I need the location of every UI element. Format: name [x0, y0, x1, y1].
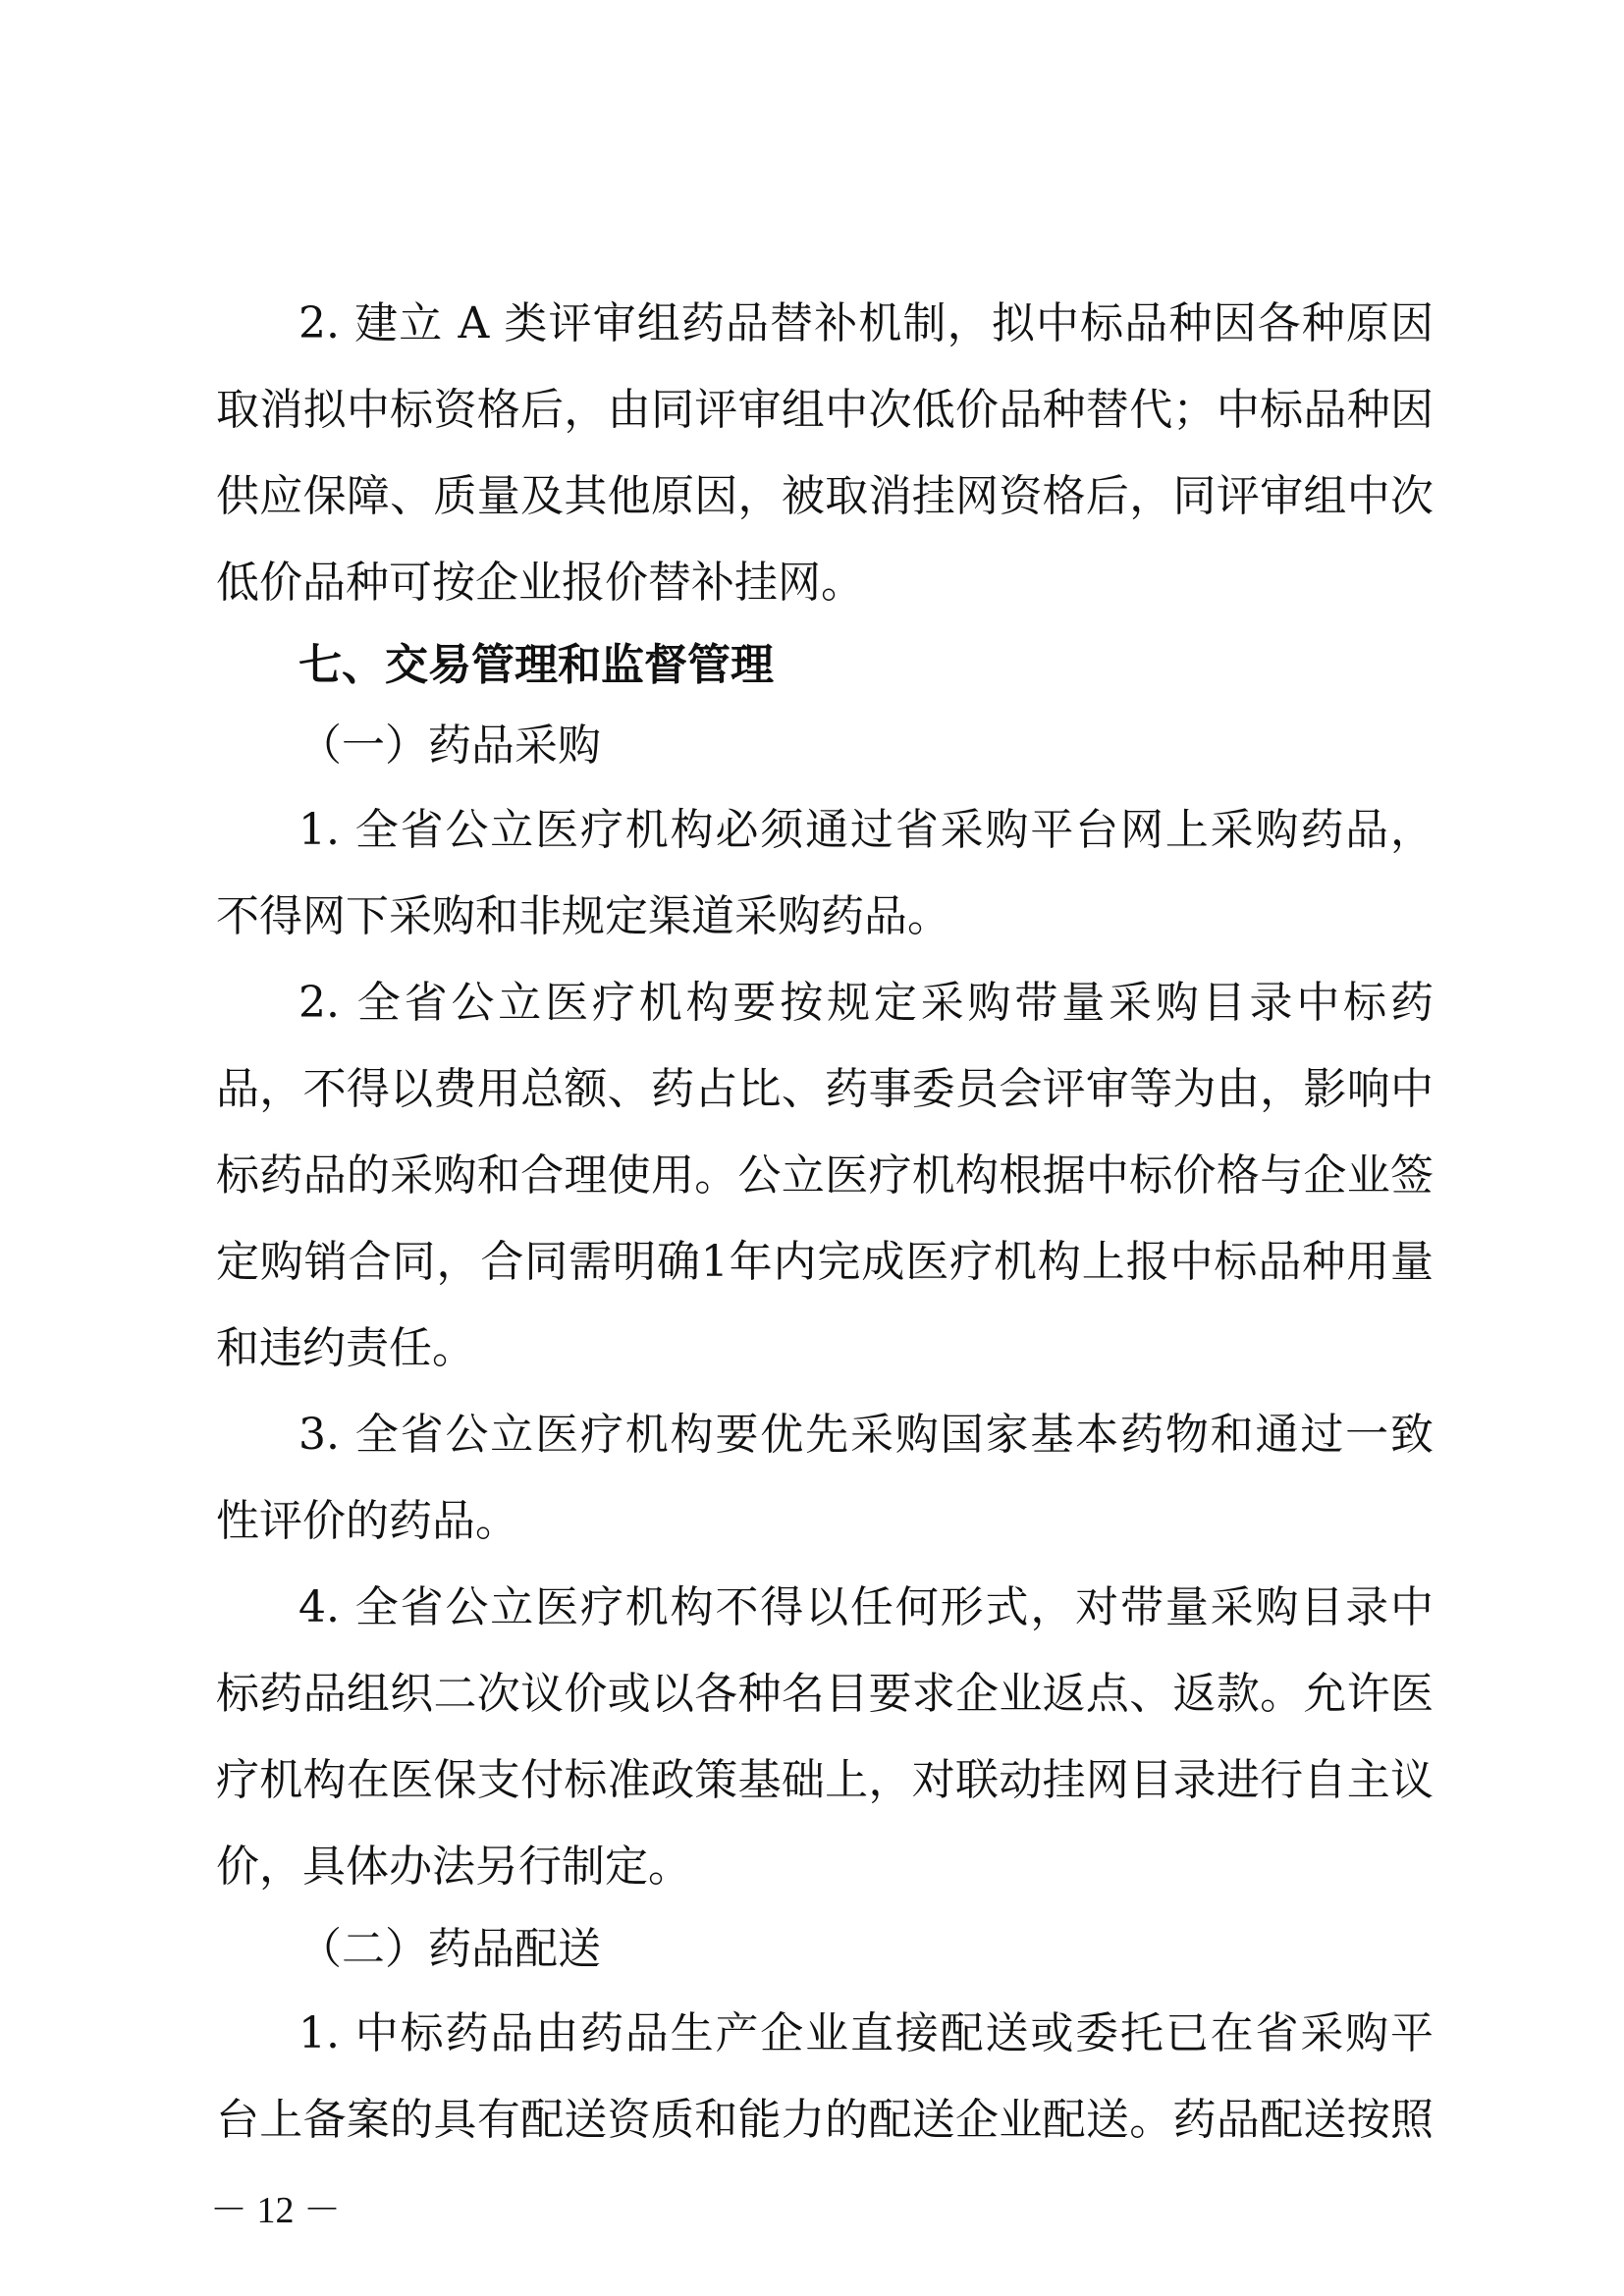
paragraph-line: 疗机构在医保支付标准政策基础上，对联动挂网目录进行自主议 — [216, 1755, 1434, 1805]
paragraph-line: 标药品的采购和合理使用。公立医疗机构根据中标价格与企业签 — [216, 1150, 1434, 1201]
paragraph-line: 台上备案的具有配送资质和能力的配送企业配送。药品配送按照 — [216, 2095, 1434, 2145]
paragraph-line: 不得网下采购和非规定渠道采购药品。 — [216, 891, 950, 941]
subsection-heading: （二）药品配送 — [298, 1924, 601, 1974]
paragraph-line: 1. 全省公立医疗机构必须通过省采购平台网上采购药品， — [298, 805, 1434, 855]
paragraph-line: 1. 中标药品由药品生产企业直接配送或委托已在省采购平 — [298, 2008, 1434, 2058]
paragraph-line: 低价品种可按企业报价替补挂网。 — [216, 558, 864, 608]
paragraph-line: 价，具体办法另行制定。 — [216, 1842, 691, 1892]
subsection-heading: （一）药品采购 — [298, 721, 601, 771]
paragraph-line: 性评价的药品。 — [216, 1496, 518, 1546]
paragraph-line: 供应保障、质量及其他原因，被取消挂网资格后，同评审组中次 — [216, 471, 1434, 521]
paragraph-line: 4. 全省公立医疗机构不得以任何形式，对带量采购目录中 — [298, 1582, 1434, 1632]
paragraph-line: 标药品组织二次议价或以各种名目要求企业返点、返款。允许医 — [216, 1669, 1434, 1719]
paragraph-line: 定购销合同，合同需明确1年内完成医疗机构上报中标品种用量 — [216, 1237, 1434, 1287]
paragraph-line: 2. 全省公立医疗机构要按规定采购带量采购目录中标药 — [298, 978, 1434, 1028]
section-heading: 七、交易管理和监督管理 — [298, 640, 774, 690]
paragraph-line: 3. 全省公立医疗机构要优先采购国家基本药物和通过一致 — [298, 1410, 1434, 1460]
paragraph-line: 品，不得以费用总额、药占比、药事委员会评审等为由，影响中 — [216, 1064, 1434, 1114]
paragraph-line: 和违约责任。 — [216, 1323, 475, 1373]
paragraph-line: 2. 建立 A 类评审组药品替补机制，拟中标品种因各种原因 — [298, 298, 1434, 348]
page-number: － 12 － — [210, 2190, 342, 2231]
paragraph-line: 取消拟中标资格后，由同评审组中次低价品种替代；中标品种因 — [216, 385, 1434, 435]
